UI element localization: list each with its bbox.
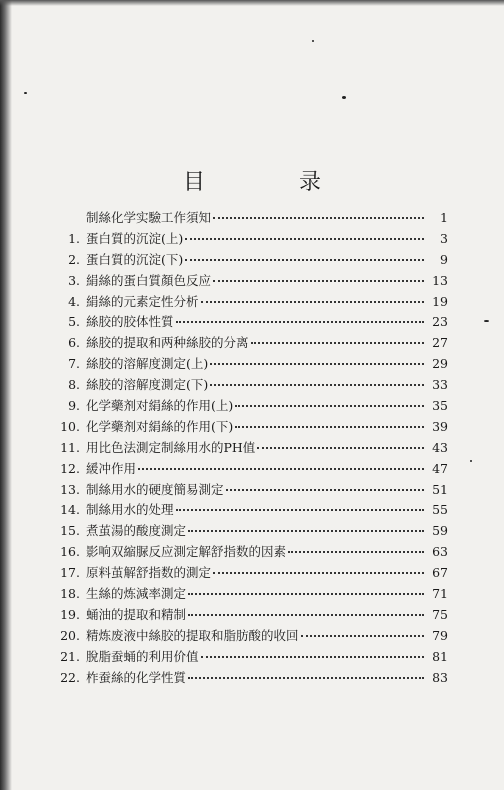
toc-entry-number: 1. — [68, 230, 80, 246]
toc-entry-page: 1 — [440, 210, 448, 225]
toc-leader-dots — [213, 560, 424, 574]
toc-leader-dots — [235, 393, 424, 407]
toc-entry-number: 4. — [68, 293, 80, 309]
toc-leader-dots — [210, 351, 424, 365]
toc-entry-number: 22. — [60, 669, 80, 685]
toc-leader-dots — [188, 602, 424, 616]
toc-leader-dots — [257, 435, 424, 449]
toc-leader-dots — [301, 623, 424, 637]
toc-entry-page: 55 — [432, 502, 448, 518]
table-of-contents — [48, 208, 448, 688]
toc-entry-page: 67 — [432, 565, 448, 581]
toc-entry-number: 20. — [60, 627, 80, 643]
toc-leader-dots — [201, 644, 424, 658]
toc-leader-dots — [210, 372, 424, 386]
toc-entry-number: 6. — [68, 335, 80, 351]
toc-entry-page: 35 — [432, 398, 448, 414]
toc-entry-title: 脫脂蚕蛹的利用价值 — [86, 648, 199, 664]
toc-entry-page: 39 — [432, 418, 448, 434]
toc-entry-number: 11. — [60, 439, 80, 455]
toc-entry-number: 14. — [60, 502, 80, 518]
toc-entry-number: 17. — [60, 565, 80, 581]
toc-entry-page: 29 — [432, 356, 448, 372]
toc-entry-page: 71 — [432, 586, 448, 602]
toc-entry-title: 原料茧解舒指数的測定 — [86, 565, 212, 581]
toc-leader-dots — [213, 205, 424, 219]
scan-speck — [24, 92, 27, 94]
toc-entry-title: 制絲用水的处理 — [86, 502, 174, 518]
toc-leader-dots — [226, 477, 424, 491]
toc-entry-number: 2. — [68, 251, 80, 267]
toc-entry-title: 生絲的炼減率測定 — [86, 586, 187, 602]
toc-entry-number: 9. — [68, 398, 80, 414]
toc-entry-page: 9 — [440, 251, 448, 267]
scan-left-edge — [0, 0, 12, 790]
toc-entry-number: 5. — [68, 314, 80, 330]
toc-entry-number: 10. — [60, 418, 80, 434]
toc-entry-number: 15. — [60, 523, 80, 539]
scan-top-edge — [0, 0, 504, 6]
toc-leader-dots — [201, 289, 424, 303]
toc-entry-title: 化学藥剂对絹絲的作用(上) — [86, 398, 234, 414]
toc-entry-title: 絹絲的元素定性分析 — [86, 293, 199, 309]
toc-entry-title: 蛋白質的沉淀(上) — [86, 230, 184, 246]
toc-leader-dots — [176, 497, 424, 511]
toc-entry-page: 33 — [432, 377, 448, 393]
toc-entry-page: 19 — [432, 293, 448, 309]
toc-entry — [48, 668, 448, 689]
toc-entry-title: 絲胶的溶解度測定(下) — [86, 377, 209, 393]
toc-entry-title: 化学藥剂对絹絲的作用(下) — [86, 418, 234, 434]
toc-entry-title: 緩冲作用 — [86, 460, 137, 476]
toc-entry-page: 75 — [432, 606, 448, 622]
toc-entry-title: 柞蚕絲的化学性質 — [86, 669, 187, 685]
toc-entry-title: 絲胶的溶解度測定(上) — [86, 356, 209, 372]
toc-entry-title: 用比色法測定制絲用水的PH值 — [86, 439, 256, 455]
toc-entry-number: 12. — [60, 460, 80, 476]
toc-entry-page: 13 — [432, 272, 448, 288]
toc-leader-dots — [176, 309, 424, 323]
toc-entry-title: 精炼废液中絲胶的提取和脂肪酸的收回 — [86, 627, 299, 643]
scan-speck — [470, 460, 472, 462]
toc-entry-title: 影响双縮脲反应測定解舒指数的因素 — [86, 544, 287, 560]
toc-entry-page: 51 — [432, 481, 448, 497]
toc-entry-number: 7. — [68, 356, 80, 372]
toc-entry-page: 23 — [432, 314, 448, 330]
page-title: 目 录 — [182, 169, 357, 195]
toc-leader-dots — [188, 665, 424, 679]
toc-entry-page: 59 — [432, 523, 448, 539]
toc-entry-title: 制絲用水的硬度簡易測定 — [86, 481, 224, 497]
scan-speck — [312, 40, 314, 42]
toc-entry-title: 絹絲的蛋白質顏色反应 — [86, 272, 212, 288]
toc-leader-dots — [288, 539, 424, 553]
toc-entry-number: 8. — [68, 377, 80, 393]
toc-entry-number: 16. — [60, 544, 80, 560]
toc-leader-dots — [251, 330, 424, 344]
scan-speck — [342, 96, 346, 99]
toc-entry-page: 81 — [432, 648, 448, 664]
toc-entry-page: 79 — [432, 627, 448, 643]
toc-entry-number: 19. — [60, 606, 80, 622]
toc-leader-dots — [185, 226, 424, 240]
toc-entry-title: 絲胶的胶体性質 — [86, 314, 174, 330]
toc-leader-dots — [188, 518, 424, 532]
toc-leader-dots — [213, 268, 424, 282]
toc-leader-dots — [235, 414, 424, 428]
scan-speck — [484, 320, 489, 322]
toc-entry-page: 3 — [440, 230, 448, 246]
toc-entry-number: 21. — [60, 648, 80, 664]
toc-leader-dots — [185, 247, 424, 261]
toc-leader-dots — [188, 581, 424, 595]
toc-entry-number: 18. — [60, 586, 80, 602]
toc-entry-title: 煮茧湯的酸度測定 — [86, 523, 187, 539]
toc-leader-dots — [138, 456, 424, 470]
toc-entry-page: 83 — [432, 669, 448, 685]
toc-entry-page: 47 — [432, 460, 448, 476]
toc-entry-title: 絲胶的提取和两种絲胶的分离 — [86, 335, 249, 351]
toc-entry-title: 蛹油的提取和精制 — [86, 606, 187, 622]
toc-entry-title: 蛋白質的沉淀(下) — [86, 251, 184, 267]
toc-entry-title: 制絲化学实驗工作須知 — [86, 210, 212, 225]
toc-entry-page: 43 — [432, 439, 448, 455]
toc-entry-page: 27 — [432, 335, 448, 351]
toc-entry-page: 63 — [432, 544, 448, 560]
toc-entry-number: 3. — [68, 272, 80, 288]
toc-entry-number: 13. — [60, 481, 80, 497]
